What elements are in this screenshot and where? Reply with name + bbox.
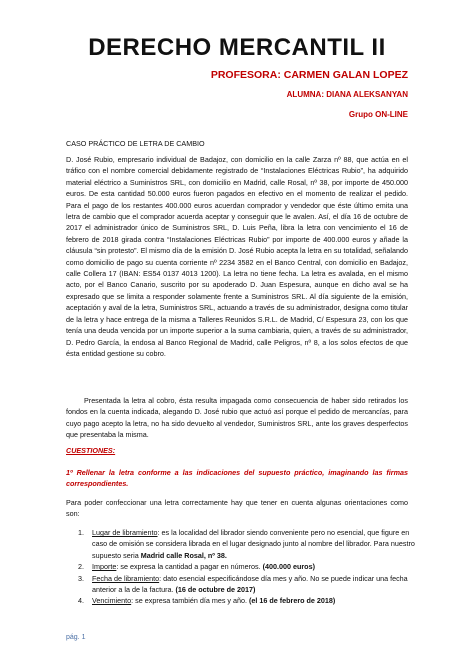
item-text: : dato esencial especificándose día mes y año. No se puede indicar una fecha anterior a la de la factura. [92, 573, 408, 595]
item-value: Madrid calle Rosal, nº 38. [140, 550, 227, 560]
profesora-line: PROFESORA: CARMEN GALAN LOPEZ [210, 69, 408, 81]
page-number: pág. 1 [66, 634, 86, 641]
alumna-line: ALUMNA: DIANA ALEKSANYAN [286, 90, 408, 99]
item-text: : se expresa también día mes y año. [131, 596, 250, 606]
list-item [86, 595, 416, 606]
item-label: Importe [92, 562, 117, 572]
document-title: DERECHO MERCANTIL II [88, 34, 386, 61]
grupo-line: Grupo ON-LINE [348, 110, 408, 119]
item-label: Lugar de libramiento [92, 528, 158, 537]
item-text: : se expresa la cantidad a pagar en números. [116, 562, 263, 572]
list-item [86, 561, 416, 572]
list-item [86, 573, 416, 596]
item-value: (400.000 euros) [262, 562, 315, 572]
list-item [86, 527, 416, 561]
item-value: (el 16 de febrero de 2018) [249, 596, 336, 606]
case-title: CASO PRÁCTICO DE LETRA DE CAMBIO [66, 139, 205, 148]
orientaciones-intro: Para poder confeccionar una letra correctamente hay que tener en cuenta algunas orientaciones como son: [66, 498, 408, 519]
cuestiones-heading: CUESTIONES: [66, 446, 116, 455]
item-label: Fecha de libramiento [92, 573, 160, 583]
item-label: Vencimiento [92, 596, 132, 606]
question-1: 1º Rellenar la letra conforme a las indicaciones del supuesto práctico, imaginando las firmas correspondientes. [66, 468, 408, 489]
case-paragraph-2: Presentada la letra al cobro, ésta resulta impagada como consecuencia de haber sido retirados los fondos en la cuenta indicada, alegando D. José rubio que actuó así porque el pedido de mercancías, para cuyo pago acepto la letra, no ha sido devuelto al vendedor, Suministros SRL, ante los graves desperfectos que presentaba la misma. [66, 396, 408, 440]
item-value: (16 de octubre de 2017) [175, 585, 256, 595]
case-paragraph-1: D. José Rubio, empresario individual de Badajoz, con domicilio en la calle Zarza nº 88, que actúa en el tráfico con el nombre comercial debidamente registrado de “Instalaciones Eléctricas Rubio”, ha adquirido material eléctrico a Suministros SRL, con domicilio en Madrid, calle Rosal, nº 38, por importe de 450.000 euros. De esta cantidad 50.000 euros fueron pagados en efectivo en el momento de realizar el pedido. Para el pago de los restantes 400.000 euros acuerdan comprador y vendedor que éste último emita una letra de cambio que el comprador acuerda aceptar y conseguir que le avalen. Así, el día 16 de octubre de 2017 el administrador único de Suministros SRL, D. Luis Peña, libra la letra con vencimiento el 16 de febrero de 2018 girada contra “Instalaciones Eléctricas Rubio” por importe de 400.000 euros y añade la cláusula “sin protesto”. El mismo día de la emisión D. José Rubio acepta la letra en su totalidad, señalando como domicilio de pago su cuenta corriente nº 2234 3582 en el Banco Central, con domicilio en Badajoz, calle Collera 17 (IBAN: ES54 0137 4013 1200). La letra no tiene fecha. La letra es avalada, en el mismo acto, por el Banco Canario, suscrito por su apoderado D. Juan Espesura, aunque en dicho aval se ha expresado que se limita a responder solamente frente a Suministros SRL. Al día siguiente de la emisión, aceptación y aval de la letra, Suministros SRL, actuando a través de su administrador, designa como titular de la letra y hace entrega de la misma a Talleres Reunidos S.R.L. de Madrid, C/ Espesura 23, con los que tenía una deuda vencida por un importe superior a la suma cambiaria, quien, a través de su administrador, D. Pedro García, la endosa al Banco Regional de Madrid, calle Peligros, nº 8, a los solos efectos de que ésta entidad gestione su cobro. [66, 155, 408, 358]
orientaciones-list [66, 527, 416, 607]
item-text: : es la localidad del librador siendo conveniente pero no esencial, que figure en caso de omisión se considera librada en el lugar designado junto al nombre del librador. Para nuestro supuesto seria [92, 528, 415, 560]
